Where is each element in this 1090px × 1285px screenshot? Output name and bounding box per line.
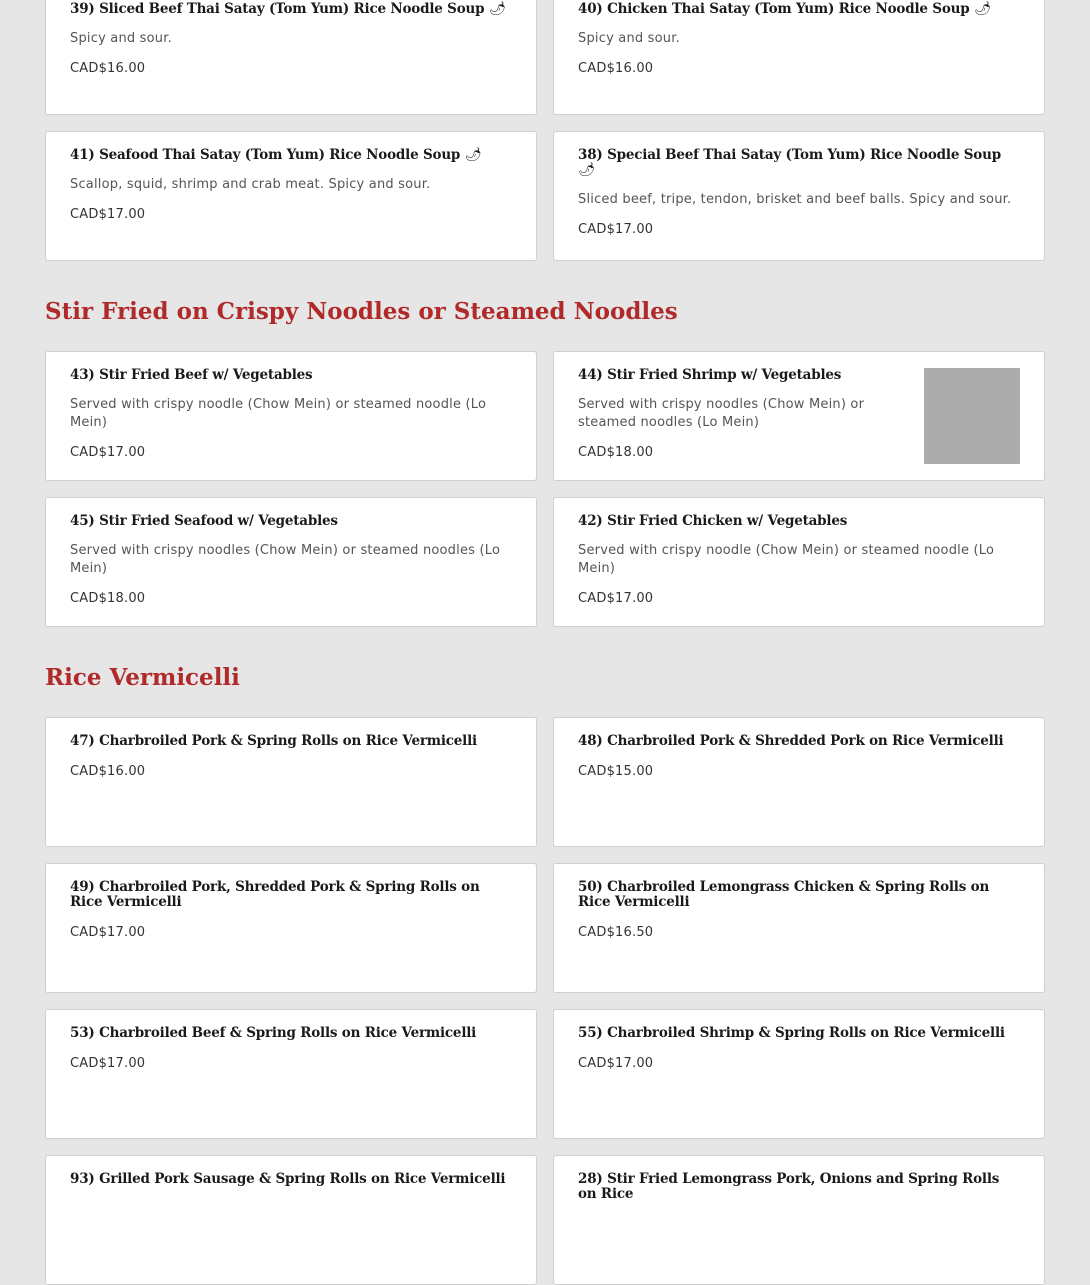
item-price: CAD$17.00 — [70, 1056, 146, 1071]
menu-item-card[interactable] — [45, 0, 537, 115]
menu-item-card[interactable] — [553, 1155, 1045, 1285]
menu-grid-tom-yum — [45, 0, 1045, 261]
spicy-icon: 🌶 — [488, 1, 506, 17]
item-name: 39) Sliced Beef Thai Satay (Tom Yum) Rice Noodle Soup 🌶 — [70, 1, 506, 17]
menu-item-card[interactable] — [553, 1009, 1045, 1139]
item-name: 55) Charbroiled Shrimp & Spring Rolls on Rice Vermicelli — [578, 1025, 1005, 1041]
menu-item-card[interactable] — [45, 1009, 537, 1139]
item-description: Served with crispy noodles (Chow Mein) or steamed noodles (Lo Mein) — [70, 543, 501, 576]
menu-item-card[interactable] — [553, 497, 1045, 627]
item-description: Scallop, squid, shrimp and crab meat. Spicy and sour. — [70, 177, 431, 192]
item-price: CAD$15.00 — [578, 764, 654, 779]
item-name: 38) Special Beef Thai Satay (Tom Yum) Rice Noodle Soup 🌶 — [578, 147, 1001, 178]
item-price: CAD$17.00 — [578, 1056, 654, 1071]
item-name: 44) Stir Fried Shrimp w/ Vegetables — [578, 367, 842, 383]
spicy-icon: 🌶 — [974, 1, 991, 17]
menu-item-card[interactable] — [45, 497, 537, 627]
item-description: Sliced beef, tripe, tendon, brisket and beef balls. Spicy and sour. — [578, 192, 1012, 207]
menu-grid-stir-fried — [45, 351, 1045, 627]
menu-item-card[interactable] — [45, 351, 537, 481]
spicy-icon: 🌶 — [578, 162, 595, 178]
menu-page — [45, 0, 1045, 1285]
item-name: 43) Stir Fried Beef w/ Vegetables — [70, 367, 313, 383]
item-price: CAD$16.50 — [578, 925, 654, 940]
item-name: 48) Charbroiled Pork & Shredded Pork on Rice Vermicelli — [578, 733, 1004, 749]
menu-item-card[interactable] — [553, 351, 1045, 481]
item-description: Served with crispy noodles (Chow Mein) or steamed noodles (Lo Mein) — [578, 397, 865, 430]
item-price: CAD$17.00 — [578, 222, 654, 237]
item-name: 45) Stir Fried Seafood w/ Vegetables — [70, 513, 338, 529]
menu-item-card[interactable] — [553, 0, 1045, 115]
item-name: 40) Chicken Thai Satay (Tom Yum) Rice Noodle Soup 🌶 — [578, 1, 991, 17]
item-name: 41) Seafood Thai Satay (Tom Yum) Rice Noodle Soup 🌶 — [70, 147, 482, 163]
item-name: 49) Charbroiled Pork, Shredded Pork & Spring Rolls on Rice Vermicelli — [70, 879, 480, 910]
menu-item-card[interactable] — [45, 717, 537, 847]
menu-item-card[interactable] — [553, 717, 1045, 847]
item-description: Served with crispy noodle (Chow Mein) or steamed noodle (Lo Mein) — [578, 543, 995, 576]
item-description: Spicy and sour. — [70, 31, 172, 46]
item-price: CAD$16.00 — [578, 61, 654, 76]
item-price: CAD$16.00 — [70, 61, 146, 76]
spicy-icon: 🌶 — [464, 147, 482, 163]
item-name: 93) Grilled Pork Sausage & Spring Rolls on Rice Vermicelli — [70, 1171, 506, 1187]
item-name: 28) Stir Fried Lemongrass Pork, Onions and Spring Rolls on Rice — [578, 1171, 1000, 1202]
item-image-placeholder — [924, 368, 1020, 464]
item-name: 53) Charbroiled Beef & Spring Rolls on Rice Vermicelli — [70, 1025, 477, 1041]
item-price: CAD$18.00 — [70, 591, 146, 606]
menu-item-card[interactable] — [45, 131, 537, 261]
menu-item-card[interactable] — [553, 131, 1045, 261]
item-name: 42) Stir Fried Chicken w/ Vegetables — [578, 513, 848, 529]
item-price: CAD$18.00 — [578, 445, 654, 460]
menu-item-card[interactable] — [45, 1155, 537, 1285]
item-name: 50) Charbroiled Lemongrass Chicken & Spring Rolls on Rice Vermicelli — [578, 879, 990, 910]
item-price: CAD$17.00 — [578, 591, 654, 606]
item-price: CAD$17.00 — [70, 925, 146, 940]
menu-item-card[interactable] — [553, 863, 1045, 993]
section-title-rice-vermicelli: Rice Vermicelli — [45, 664, 240, 691]
item-price: CAD$17.00 — [70, 445, 146, 460]
item-name: 47) Charbroiled Pork & Spring Rolls on Rice Vermicelli — [70, 733, 477, 749]
section-title-stir-fried: Stir Fried on Crispy Noodles or Steamed Noodles — [45, 298, 678, 325]
item-description: Served with crispy noodle (Chow Mein) or steamed noodle (Lo Mein) — [70, 397, 487, 430]
menu-item-card[interactable] — [45, 863, 537, 993]
menu-grid-rice-vermicelli — [45, 717, 1045, 1285]
item-price: CAD$17.00 — [70, 207, 146, 222]
item-price: CAD$16.00 — [70, 764, 146, 779]
item-description: Spicy and sour. — [578, 31, 680, 46]
